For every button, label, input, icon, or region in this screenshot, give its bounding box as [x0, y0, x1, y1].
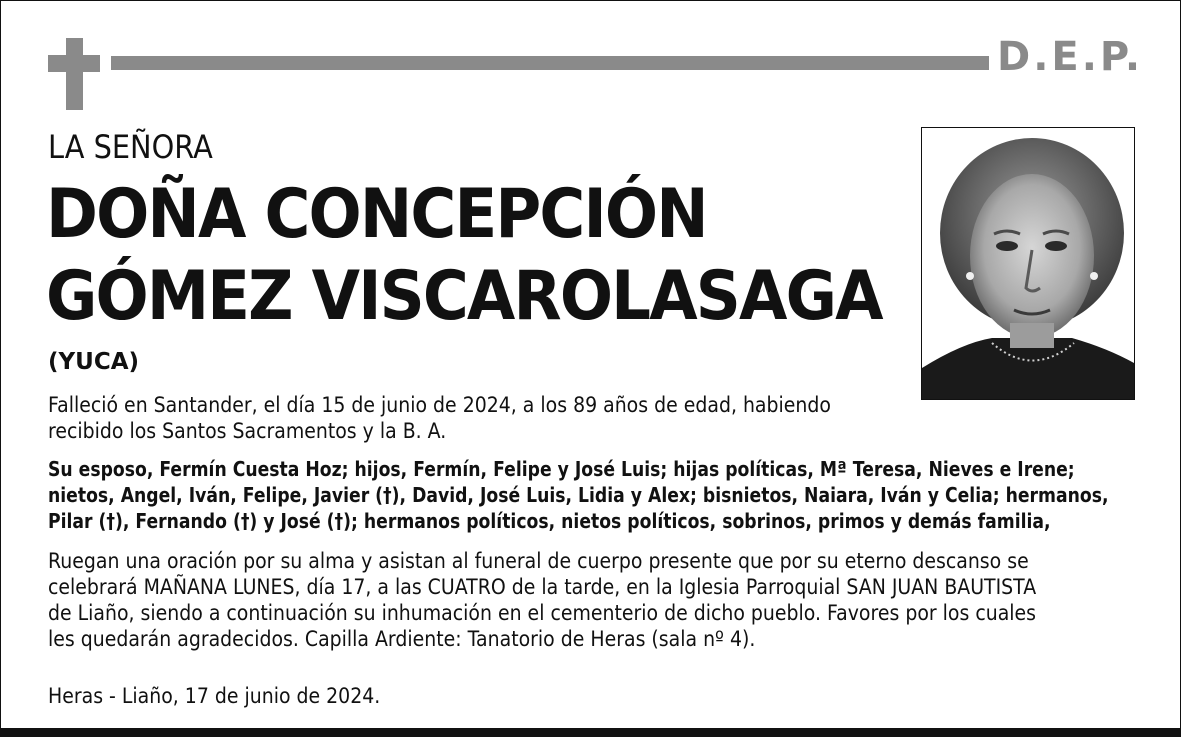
bottom-border-bar — [1, 728, 1180, 736]
funeral-line: les quedarán agradecidos. Capilla Ardiente: Tanatorio de Heras (sala nº 4). — [48, 627, 756, 651]
death-notice-line: recibido los Santos Sacramentos y la B. A. — [48, 419, 447, 443]
honorific-title: LA SEÑORA — [48, 128, 213, 166]
family-line: nietos, Angel, Iván, Felipe, Javier (†), David, José Luis, Lidia y Alex; bisnietos, Naiara, Iván y Celia; hermanos, — [48, 483, 1109, 507]
nickname: (YUCA) — [48, 349, 140, 375]
place-date-closing: Heras - Liaño, 17 de junio de 2024. — [48, 684, 381, 708]
funeral-line: celebrará MAÑANA LUNES, día 17, a las CUATRO de la tarde, en la Iglesia Parroquial SAN JUAN BAUTISTA — [48, 575, 1037, 599]
header-rule — [111, 56, 989, 70]
death-notice — [48, 392, 831, 444]
portrait-photo — [921, 127, 1135, 400]
funeral-line: de Liaño, siendo a continuación su inhumación en el cementerio de dicho pueblo. Favores por los cuales — [48, 601, 1037, 625]
family-line: Pilar (†), Fernando (†) y José (†); hermanos políticos, nietos políticos, sobrinos, primos y demás familia, — [48, 509, 1051, 533]
dep-heading: D.E.P. — [997, 34, 1144, 80]
funeral-details — [48, 548, 1036, 652]
deceased-name-line-2: GÓMEZ VISCAROLASAGA — [46, 257, 882, 336]
portrait-image — [922, 128, 1134, 399]
family-list — [48, 456, 1108, 534]
death-notice-line: Falleció en Santander, el día 15 de junio de 2024, a los 89 años de edad, habiendo — [48, 393, 831, 417]
funeral-line: Ruegan una oración por su alma y asistan al funeral de cuerpo presente que por su eterno descanso se — [48, 549, 1029, 573]
family-line: Su esposo, Fermín Cuesta Hoz; hijos, Fermín, Felipe y José Luis; hijas políticas, Mª Teresa, Nieves e Irene; — [48, 457, 1075, 481]
deceased-name-line-1: DOÑA CONCEPCIÓN — [46, 175, 707, 254]
cross-icon — [66, 38, 83, 110]
cross-icon-bar — [48, 55, 100, 72]
